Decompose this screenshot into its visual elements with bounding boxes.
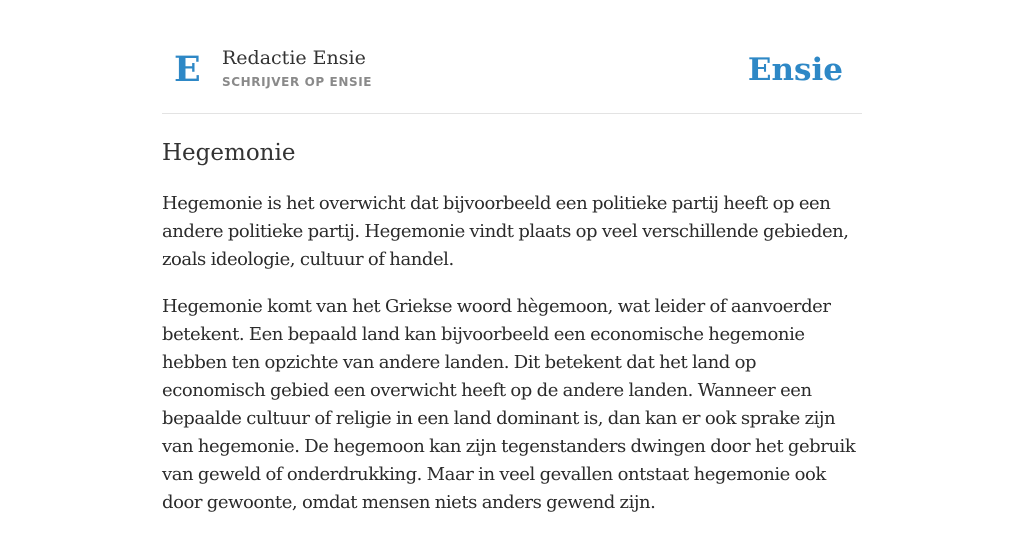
- author-avatar[interactable]: E: [174, 49, 201, 90]
- article-body: [162, 190, 862, 536]
- author-role: SCHRIJVER OP ENSIE: [222, 75, 373, 89]
- author-name-link[interactable]: Redactie Ensie: [222, 47, 366, 69]
- author-header: [162, 0, 862, 114]
- page-title: Hegemonie: [162, 140, 296, 166]
- ensie-logo[interactable]: Ensie: [747, 52, 843, 88]
- article-paragraph-1: Hegemonie is het overwicht dat bijvoorbeeld een politieke partij heeft op een andere politieke partij. Hegemonie vindt plaats op veel verschillende gebieden, zoals ideologie, cultuur of handel.: [162, 193, 849, 270]
- article-paragraph-2: Hegemonie komt van het Griekse woord hègemoon, wat leider of aanvoerder betekent. Een bepaald land kan bijvoorbeeld een economische hegemonie hebben ten opzichte van andere landen. Dit betekent dat het land op economisch gebied een overwicht heeft op de andere landen. Wanneer een bepaalde cultuur of religie in een land dominant is, dan kan er ook sprake zijn van hegemonie. De hegemoon kan zijn tegenstanders dwingen door het gebruik van geweld of onderdrukking. Maar in veel gevallen ontstaat hegemonie ook door gewoonte, omdat mensen niets anders gewend zijn.: [162, 296, 856, 513]
- article-page: [162, 0, 862, 513]
